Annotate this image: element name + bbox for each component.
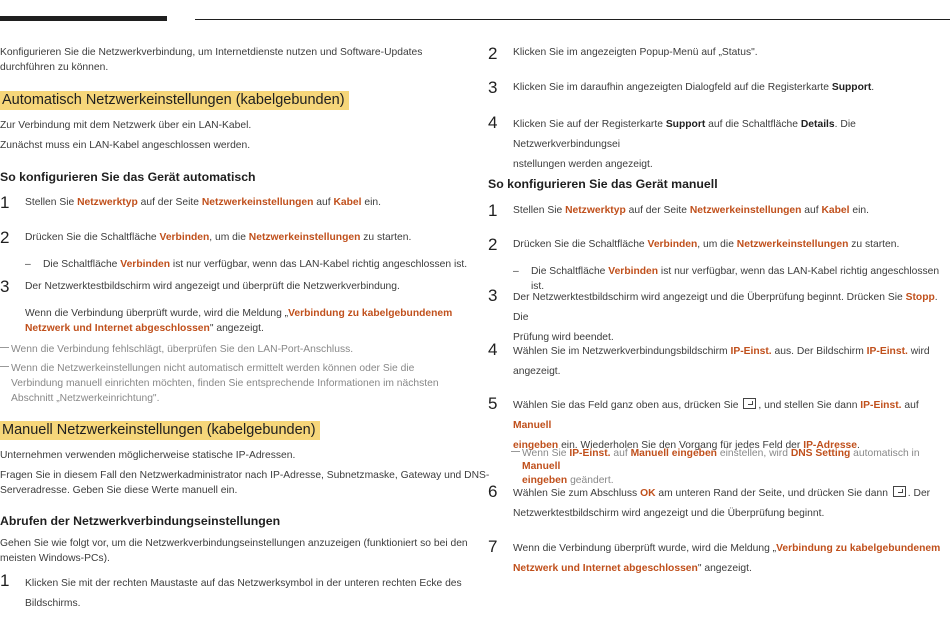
step-number: 3 <box>488 286 498 305</box>
step-number: 4 <box>488 113 498 132</box>
note-icon <box>0 347 9 348</box>
intro-paragraph: Konfigurieren Sie die Netzwerkverbindung, um Internetdienste nutzen und Software-Updates durchführen zu können. <box>0 47 423 73</box>
retrieve-step-2: Klicken Sie im angezeigten Popup-Menü auf „Status". <box>513 47 758 58</box>
manual-step-1: Stellen Sie Netzwerktyp auf der Seite Netzwerkeinstellungen auf Kabel ein. <box>513 205 869 216</box>
enter-key-icon <box>743 398 756 409</box>
auto-step-2-subnote: Die Schaltfläche Verbinden ist nur verfügbar, wenn das LAN-Kabel richtig angeschlossen ist. <box>43 259 468 270</box>
section-heading-auto: Automatisch Netzwerkeinstellungen (kabelgebunden) <box>0 91 349 110</box>
retrieve-step-1: Klicken Sie mit der rechten Maustaste auf das Netzwerksymbol in der unteren rechten Ecke des Bildschirms. <box>25 578 462 610</box>
auto-step-3-result: Wenn die Verbindung überprüft wurde, wird die Meldung „Verbindung zu kabelgebundenem Netzwerk und Internet abgeschlossen" angezeigt. <box>25 308 453 334</box>
step-number: 3 <box>488 78 498 97</box>
note-manual-setup: Wenn die Netzwerkeinstellungen nicht automatisch ermittelt werden können oder Sie die Verbindung manuell einrichten möchten, finden Sie entsprechende Informationen im nächsten Abschnitt „Netzwerkeinrichtung". <box>11 363 439 404</box>
enter-key-icon <box>893 486 906 497</box>
manual-step-2-subnote: Die Schaltfläche Verbinden ist nur verfügbar, wenn das LAN-Kabel richtig angeschlossen ist. <box>531 266 940 292</box>
auto-step-2-dash: – <box>25 259 31 270</box>
manual-step-5: Wählen Sie das Feld ganz oben aus, drücken Sie , und stellen Sie dann IP-Einst. auf Manuell eingeben ein. Wiederholen Sie den Vorgang für jedes Feld der IP-Adresse. <box>513 400 919 452</box>
header-bar <box>0 16 167 21</box>
step-number: 2 <box>0 228 10 247</box>
retrieve-step-4: Klicken Sie auf der Registerkarte Support auf die Schaltfläche Details. Die Netzwerkverbindungsei nstellungen werden angezeigt. <box>513 119 856 171</box>
manual-subheading: So konfigurieren Sie das Gerät manuell <box>488 177 718 191</box>
auto-step-2: Drücken Sie die Schaltfläche Verbinden, um die Netzwerkeinstellungen zu starten. <box>25 232 412 243</box>
manual-step-6: Wählen Sie zum Abschluss OK am unteren Rand der Seite, und drücken Sie dann . Der Netzwerktestbildschirm wird angezeigt und die Überprüfung beginnt. <box>513 488 931 520</box>
retrieve-intro: Gehen Sie wie folgt vor, um die Netzwerkverbindungseinstellungen anzuzeigen (funktioniert so bei den meisten Windows-PCs). <box>0 538 468 564</box>
note-icon <box>0 366 9 367</box>
manual-step-7: Wenn die Verbindung überprüft wurde, wird die Meldung „Verbindung zu kabelgebundenem Netzwerk und Internet abgeschlossen" angezeigt. <box>513 543 941 575</box>
step-number: 6 <box>488 482 498 501</box>
retrieve-subheading: Abrufen der Netzwerkverbindungseinstellungen <box>0 514 281 528</box>
note-connection-failed: Wenn die Verbindung fehlschlägt, überprüfen Sie den LAN-Port-Anschluss. <box>11 344 354 355</box>
manual-step-2-dash: – <box>513 266 519 277</box>
manual-step-2: Drücken Sie die Schaltfläche Verbinden, um die Netzwerkeinstellungen zu starten. <box>513 239 900 250</box>
auto-subheading: So konfigurieren Sie das Gerät automatisch <box>0 170 256 184</box>
step-number: 2 <box>488 44 498 63</box>
manual-intro: Unternehmen verwenden möglicherweise statische IP-Adressen. Fragen Sie in diesem Fall den Netzwerkadministrator nach IP-Adresse, Subnetzmaske, Gateway und DNS- Serveradresse. Geben Sie diese Werte manuell ein. <box>0 450 490 496</box>
step-number: 4 <box>488 340 498 359</box>
header-rule <box>195 19 950 20</box>
step-number: 3 <box>0 277 10 296</box>
note-icon <box>511 451 520 452</box>
manual-note-dns: Wenn Sie IP-Einst. auf Manuell eingeben einstellen, wird DNS Setting automatisch in Manuell eingeben geändert. <box>522 448 920 486</box>
step-number: 1 <box>0 571 10 590</box>
auto-step-3: Der Netzwerktestbildschirm wird angezeigt und überprüft die Netzwerkverbindung. <box>25 281 400 292</box>
step-number: 1 <box>488 201 498 220</box>
auto-intro: Zur Verbindung mit dem Netzwerk über ein LAN-Kabel. Zunächst muss ein LAN-Kabel angeschlossen werden. <box>0 120 252 151</box>
step-number: 7 <box>488 537 498 556</box>
auto-step-1: Stellen Sie Netzwerktyp auf der Seite Netzwerkeinstellungen auf Kabel ein. <box>25 197 381 208</box>
step-number: 1 <box>0 193 10 212</box>
section-heading-manual: Manuell Netzwerkeinstellungen (kabelgebunden) <box>0 421 320 440</box>
manual-step-3: Der Netzwerktestbildschirm wird angezeigt und die Überprüfung beginnt. Drücken Sie Stopp. Die Prüfung wird beendet. <box>513 292 938 344</box>
step-number: 2 <box>488 235 498 254</box>
manual-step-4: Wählen Sie im Netzwerkverbindungsbildschirm IP-Einst. aus. Der Bildschirm IP-Einst. wird angezeigt. <box>513 346 930 378</box>
retrieve-step-3: Klicken Sie im daraufhin angezeigten Dialogfeld auf die Registerkarte Support. <box>513 82 875 93</box>
step-number: 5 <box>488 394 498 413</box>
